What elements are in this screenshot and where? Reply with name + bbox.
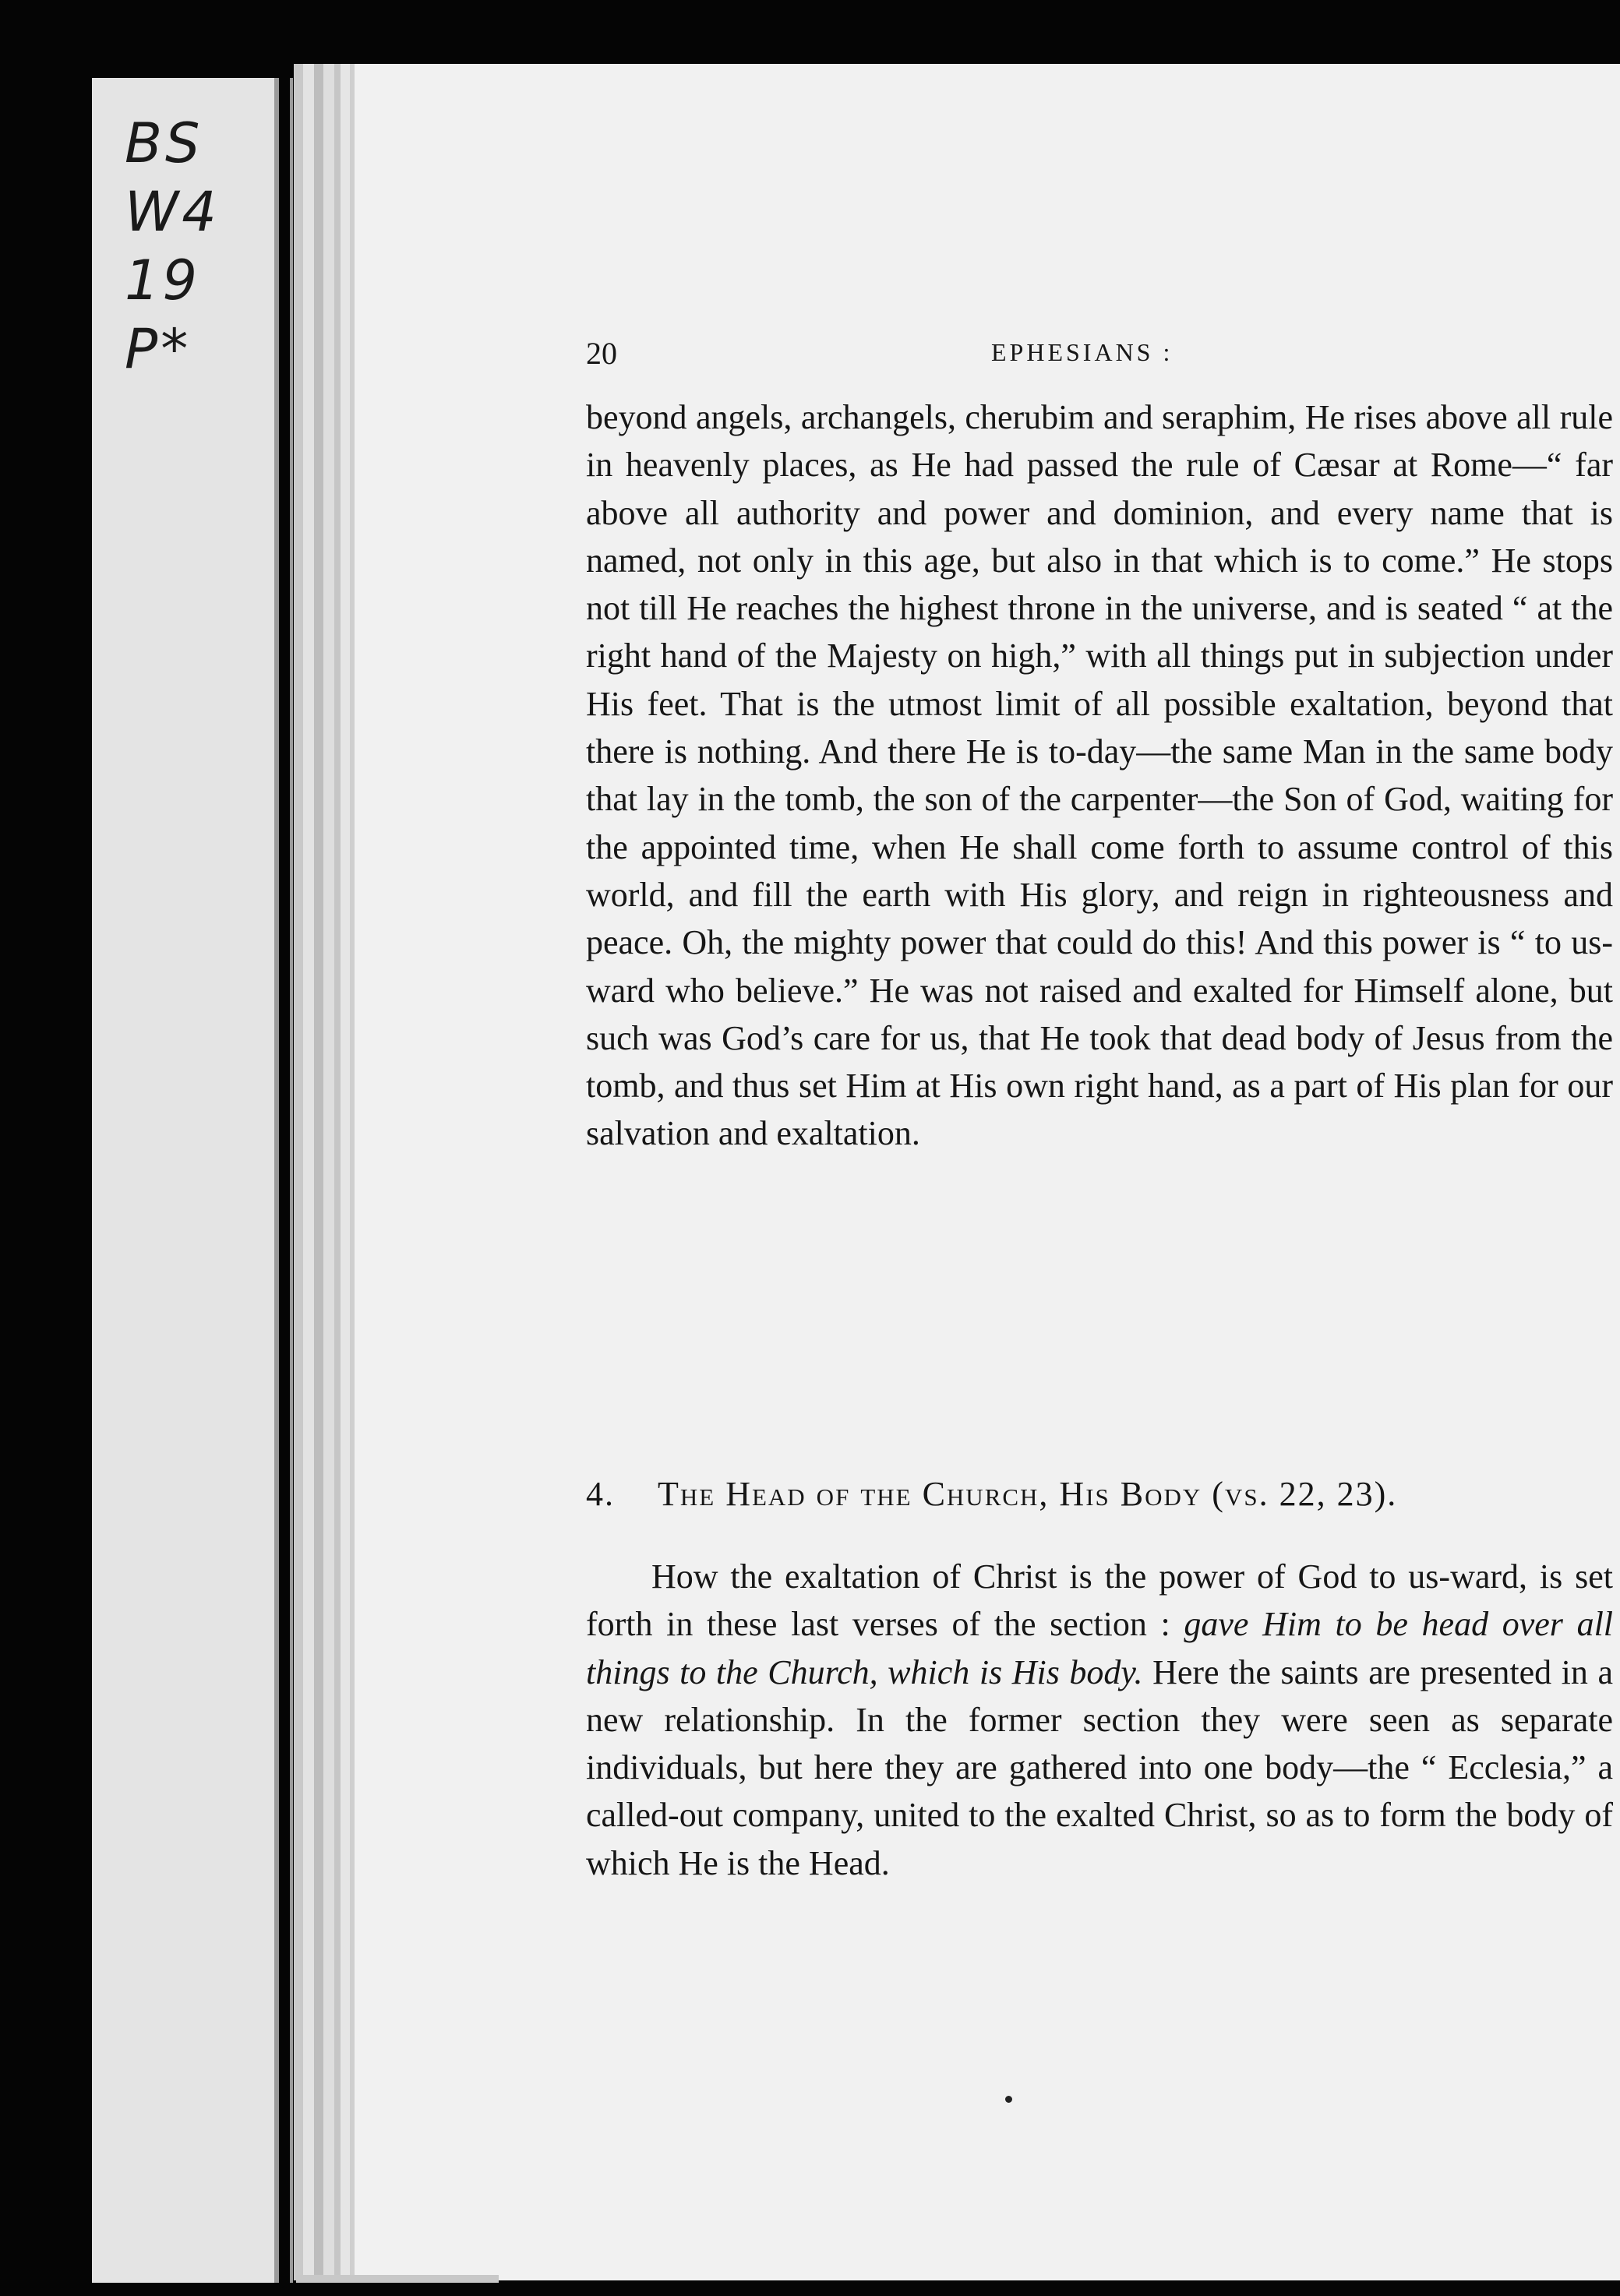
section-title: The Head of the Church, His Body (vs. 22, 23).: [658, 1475, 1398, 1513]
paragraph-rest: Here the saints are presented in a new relationship. In the former section they were seen as separate individuals, but here they are gathered into one body—the “ Ecclesia,” a called-out company, united to the exalted Christ, so as to form the body of which He is the Head.: [586, 1652, 1613, 1882]
page-edge-line: [274, 78, 279, 2283]
page-bottom-edge: [296, 2275, 499, 2283]
call-number-line: 19: [125, 249, 201, 312]
call-number-line: BS: [125, 111, 203, 175]
scripture-quote: gave Him to be head over all things to the Church, which is His body.: [586, 1605, 1614, 1691]
previous-leaf: [92, 78, 279, 2283]
body-paragraph: [586, 1553, 1613, 1887]
call-number-annotation: [125, 109, 265, 383]
page-edge-line: [305, 78, 308, 2283]
running-head: EPHESIANS :: [991, 338, 1174, 366]
body-paragraph: beyond angels, archangels, cherubim and seraphim, He rises above all rule in heavenly places, as He had passed the rule of Cæsar at Rome—“ far above all authority and power and dominion, and every name that is named, not only in this age, but also in that which is to come.” He stops not till He reaches the highest throne in the universe, and is seated “ at the right hand of the Majesty on high,” with all things put in subjection under His feet. That is the utmost limit of all possible exaltation, beyond that there is nothing. And there He is to-day—the same Man in the same body that lay in the tomb, the son of the carpenter—the Son of God, waiting for the appointed time, when He shall come forth to assume control of this world, and fill the earth with His glory, and reign in righteousness and peace. Oh, the mighty power that could do this! And this power is “ to us-ward who believe.” He was not raised and exalted for Himself alone, but such was God’s care for us, that He took that dead body of Jesus from the tomb, and thus set Him at His own right hand, as a part of His plan for our salvation and exaltation.: [586, 398, 1613, 1153]
ink-speck: [1005, 2096, 1012, 2103]
paragraph-intro: How the exaltation of Christ is the power of God to us-ward, is set forth in these last verses of the section :: [586, 1557, 1613, 1644]
page-edge-line: [290, 78, 293, 2283]
section-heading: [586, 1471, 1613, 1518]
page-header: [586, 335, 1613, 382]
page-number: 20: [586, 336, 617, 371]
call-number-line: P*: [125, 317, 192, 381]
section-number: 4.: [586, 1475, 615, 1513]
call-number-line: W4: [125, 180, 220, 244]
